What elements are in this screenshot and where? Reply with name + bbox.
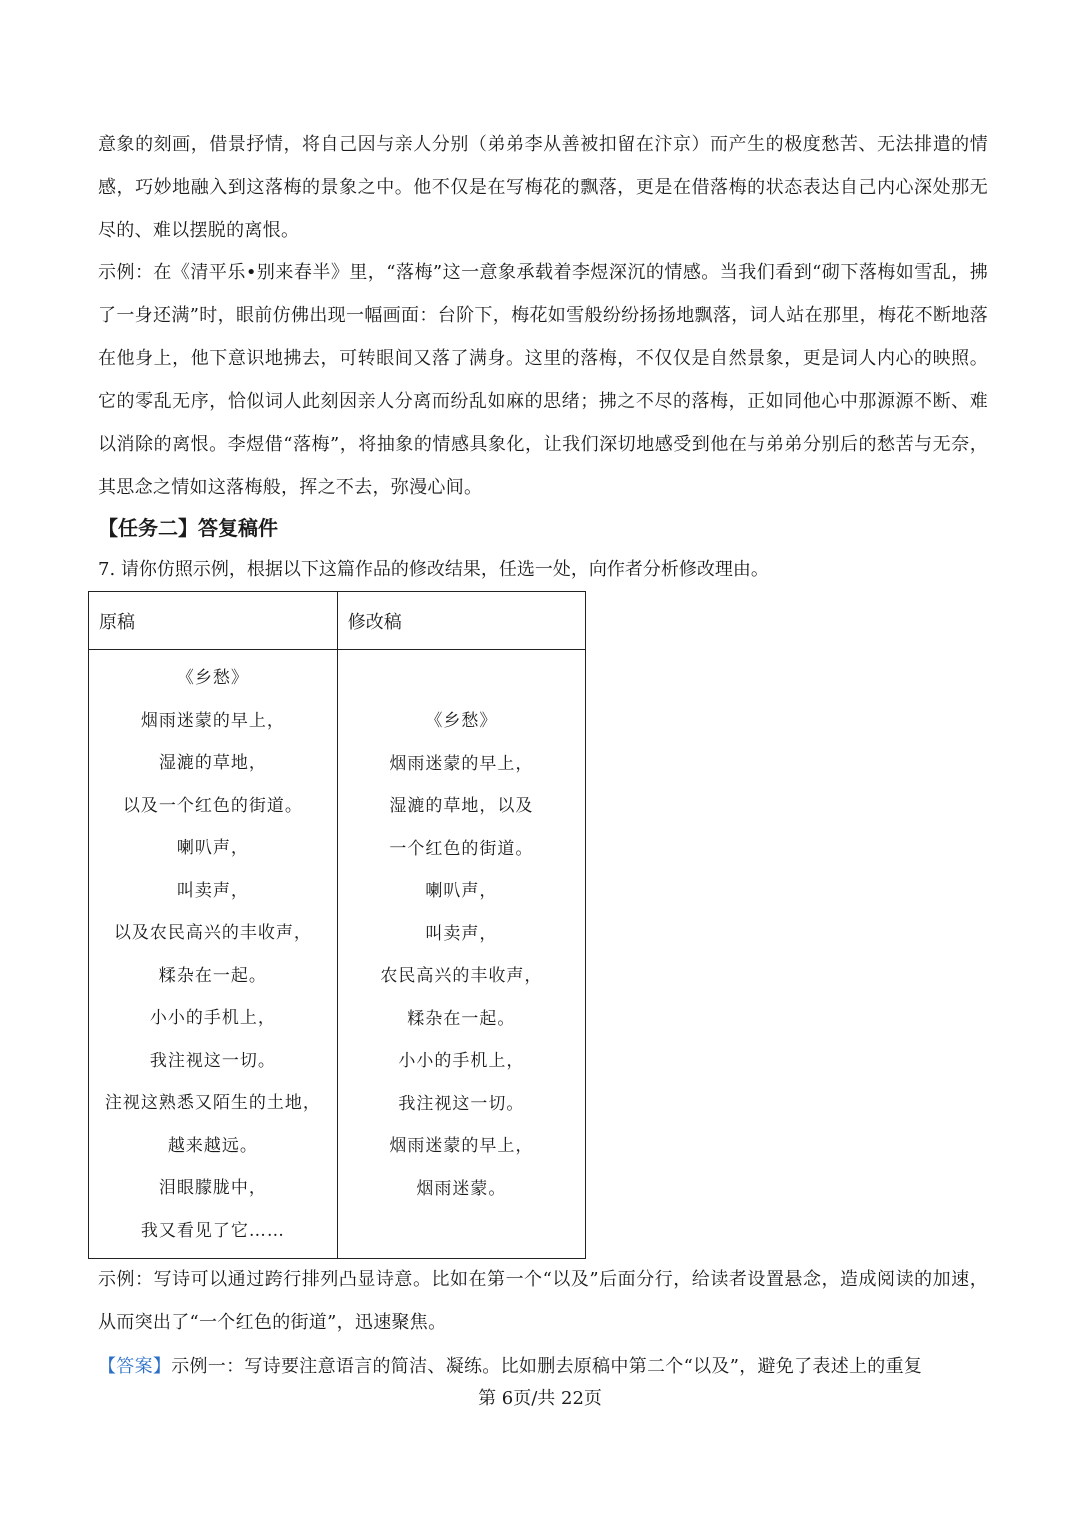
poem-line-revised: 烟雨迷蒙的早上， [389, 1136, 534, 1156]
poem-line-revised: 叫卖声， [425, 923, 498, 944]
answer-label: 【答案】 [98, 1356, 172, 1377]
header-original: 原稿 [89, 592, 338, 650]
example-paragraph: 示例：在《清平乐•别来春半》里，“落梅”这一意象承载着李煜深沉的情感。当我们看到“砌下落梅如雪乱，拂了一身还满”时，眼前仿佛出现一幅画面：台阶下，梅花如雪般纷纷扬扬地飘落，词人站在那里，梅花不断地落在他身上，他下意识地拂去，可转眼间又落了满身。这里的落梅，不仅仅是自然景象，更是词人内心的映照。它的零乱无序，恰似词人此刻因亲人分离而纷乱如麻的思绪；拂之不尽的落梅，正如同他心中那源源不断、难以消除的离恨。李煜借“落梅”，将抽象的情感具象化，让我们深切地感受到他在与弟弟分别后的愁苦与无奈，其思念之情如这落梅般，挥之不去，弥漫心间。 [98, 262, 988, 498]
poem-line-original: 喇叭声， [176, 838, 249, 858]
poem-line-original: 越来越远。 [167, 1135, 258, 1156]
poem-line-original: 糅杂在一起。 [158, 965, 267, 986]
poem-line-revised: 烟雨迷蒙的早上， [389, 753, 534, 774]
poem-line-original: 我又看见了它…… [140, 1220, 285, 1241]
poem-line-original: 以及农民高兴的丰收声， [113, 923, 312, 943]
section-title: 【任务二】答复稿件 [98, 516, 278, 540]
revised-draft-cell [337, 650, 585, 1259]
intro-paragraph: 意象的刻画，借景抒情，将自己因与亲人分别（弟弟李从善被扣留在汴京）而产生的极度愁苦、无法排遣的情感，巧妙地融入到这落梅的景象之中。他不仅是在写梅花的飘落，更是在借落梅的状态表达自己内心深处那无尽的、难以摆脱的离恨。 [98, 134, 988, 241]
poem-line-original: 《乡愁》 [176, 668, 249, 688]
poem-line-revised: 《乡愁》 [425, 711, 498, 731]
example-answer: 示例：写诗可以通过跨行排列凸显诗意。比如在第一个“以及”后面分行，给读者设置悬念，造成阅读的加速，从而突出了“一个红色的街道”，迅速聚焦。 [98, 1269, 988, 1333]
poem-line-original: 我注视这一切。 [149, 1050, 276, 1071]
poem-line-revised: 我注视这一切。 [398, 1093, 525, 1114]
question-7: 7. 请你仿照示例，根据以下这篇作品的修改结果，任选一处，向作者分析修改理由。 [98, 559, 769, 580]
poem-line-original: 叫卖声， [176, 880, 249, 901]
poem-line-revised: 一个红色的街道。 [389, 838, 534, 859]
poem-line-original: 泪眼朦胧中， [158, 1178, 267, 1198]
poem-comparison-table [88, 591, 586, 1259]
poem-line-original: 注视这熟悉又陌生的土地， [104, 1093, 321, 1113]
answer-paragraph [98, 1345, 988, 1388]
poem-line-revised: 糅杂在一起。 [407, 1008, 516, 1029]
table-header-row [89, 592, 586, 650]
poem-line-revised: 小小的手机上， [398, 1051, 525, 1071]
original-poem [89, 650, 337, 1252]
page-number-footer: 第 6页/共 22页 [478, 1388, 602, 1409]
poem-line-original: 烟雨迷蒙的早上， [140, 710, 285, 731]
poem-line-revised: 喇叭声， [425, 881, 498, 901]
poem-line-original: 湿漉的草地， [158, 753, 267, 773]
header-revised: 修改稿 [337, 592, 585, 650]
poem-line-original: 小小的手机上， [149, 1008, 276, 1028]
poem-line-revised: 湿漉的草地，以及 [389, 796, 534, 816]
revised-poem [338, 650, 585, 1210]
answer-text: 示例一：写诗要注意语言的简洁、凝练。比如删去原稿中第二个“以及”，避免了表述上的重复 [171, 1356, 923, 1377]
table-body-row [89, 650, 586, 1259]
poem-line-revised: 烟雨迷蒙。 [416, 1178, 507, 1199]
poem-line-original: 以及一个红色的街道。 [122, 795, 303, 816]
poem-line-revised: 农民高兴的丰收声， [380, 966, 543, 986]
original-draft-cell [89, 650, 338, 1259]
